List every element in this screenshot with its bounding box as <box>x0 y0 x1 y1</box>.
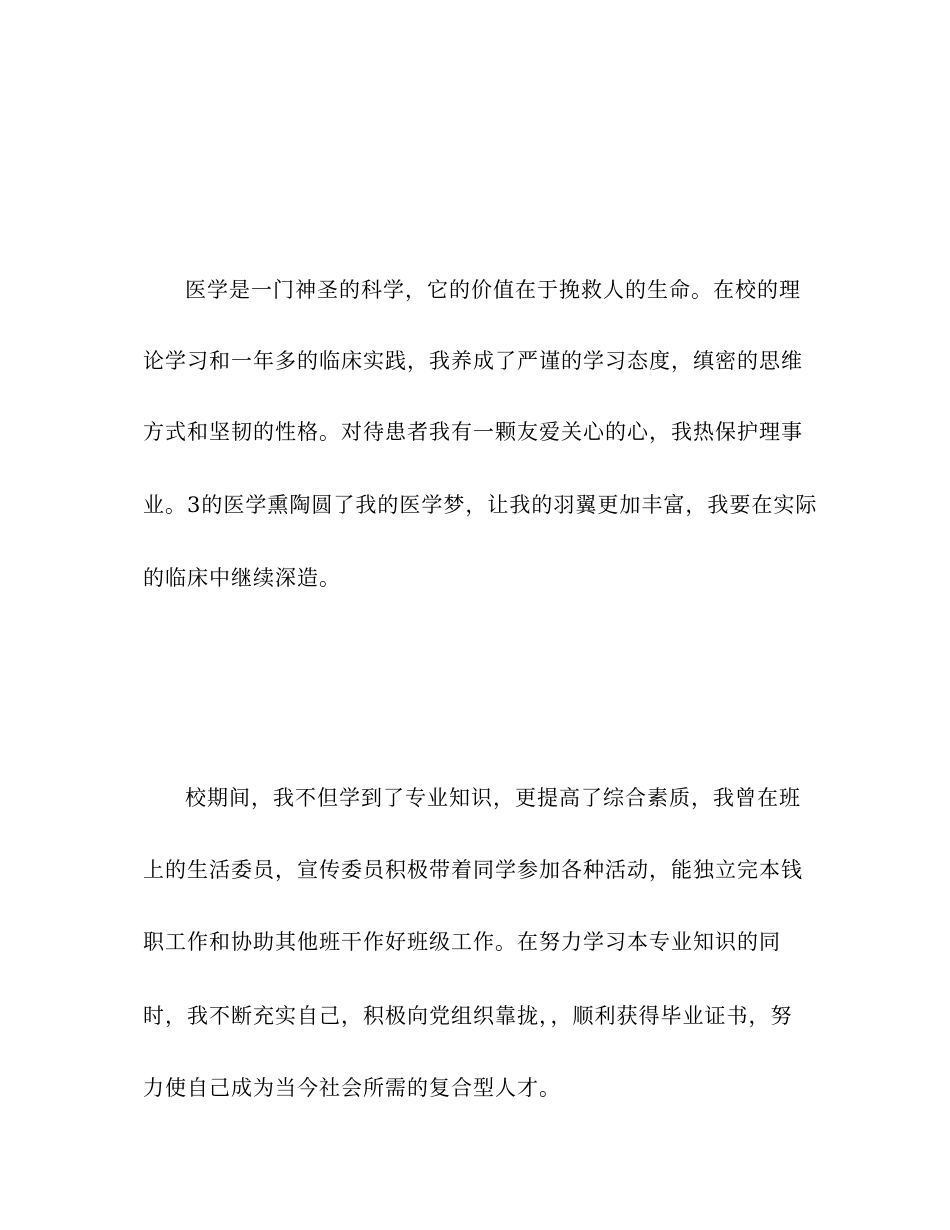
text-line: 职工作和协助其他班干作好班级工作。在努力学习本专业知识的同 <box>143 930 781 954</box>
text-line: 方式和坚韧的性格。对待患者我有一颗友爱关心的心，我热保护理事 <box>143 420 803 444</box>
text-line: 力使自己成为当今社会所需的复合型人才。 <box>143 1076 561 1100</box>
text-line: 业。3的医学熏陶圆了我的医学梦，让我的羽翼更加丰富，我要在实际 <box>143 493 818 517</box>
text-line: 上的生活委员，宣传委员积极带着同学参加各种活动，能独立完本钱 <box>143 858 803 882</box>
text-line: 论学习和一年多的临床实践，我养成了严谨的学习态度，缜密的思维 <box>143 349 803 373</box>
text-line: 校期间，我不但学到了专业知识，更提高了综合素质，我曾在班 <box>185 786 801 810</box>
text-line: 时，我不断充实自己，积极向党组织靠拢，，顺利获得毕业证书，努 <box>143 1004 793 1028</box>
text-line: 医学是一门神圣的科学，它的价值在于挽救人的生命。在校的理 <box>185 278 801 302</box>
text-line: 的临床中继续深造。 <box>143 566 341 590</box>
